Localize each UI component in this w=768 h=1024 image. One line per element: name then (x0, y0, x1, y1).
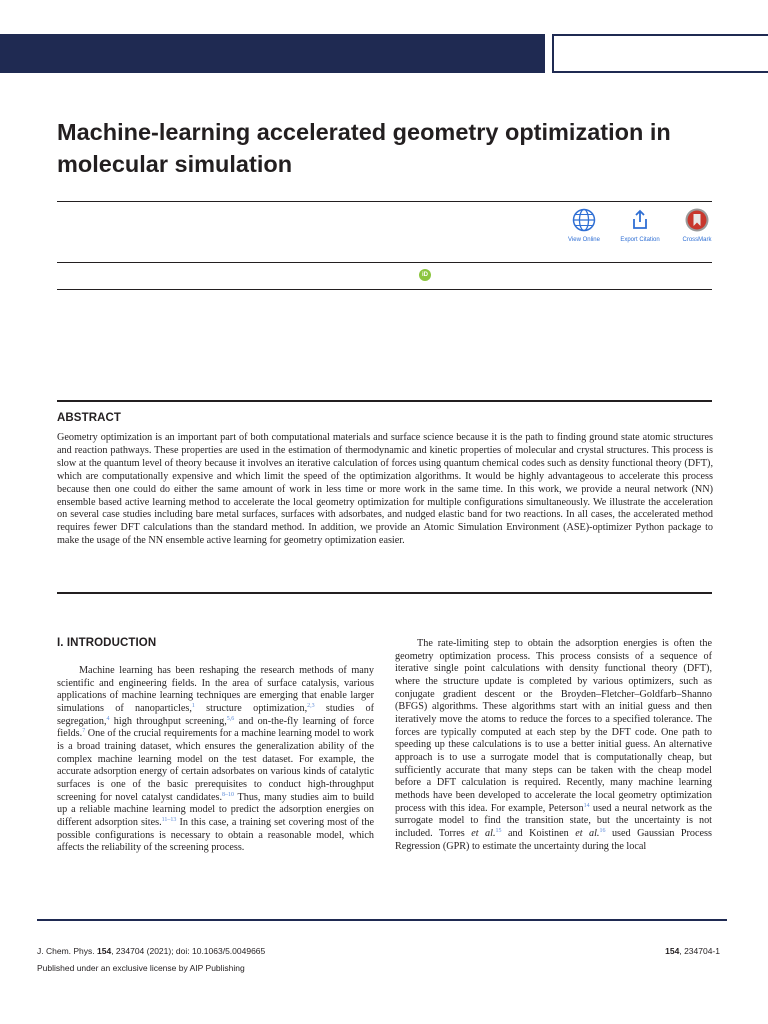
export-icon (628, 208, 652, 232)
orcid-icon[interactable]: iD (419, 269, 431, 281)
page-suffix: , 234704-1 (679, 946, 720, 956)
export-citation-button[interactable] (611, 208, 669, 243)
body-text: One of the crucial requirements for a machine learning model to work is a broad training dataset, which ensures the generalization ability of the complex machine learning model on the test dataset. For example, the accurate adsorption energy of certain adsorbates on various kinds of catalytic surfaces is one of the basic prerequisites to conduct high-throughput screening for novel catalyst candidates. (57, 728, 374, 803)
page-volume: 154 (665, 946, 680, 956)
globe-icon (572, 208, 596, 232)
journal-header-bar (0, 34, 545, 73)
citation-prefix: J. Chem. Phys. (37, 946, 97, 956)
body-text: used a neural network as the surrogate model to find the transition state, but the uncertainty is not included. Torres (395, 802, 712, 839)
footer-citation (37, 946, 265, 956)
reference-link[interactable]: 1 (191, 702, 195, 709)
view-online-label: View Online (568, 237, 600, 243)
reference-link[interactable]: 14 (583, 802, 590, 809)
crossmark-button[interactable] (668, 208, 726, 243)
reference-link[interactable]: 8–10 (222, 791, 234, 798)
body-text: used Gaussian Process Regression (GPR) to estimate the uncertainty during the local (395, 827, 712, 852)
body-text: Thus, many studies aim to build up a reliable machine learning model to predict the adsorption energies on different adsorption sites. (57, 791, 374, 828)
export-citation-label: Export Citation (620, 237, 660, 243)
body-text: and on-the-fly learning of force fields. (57, 715, 374, 740)
introduction-heading: I. INTRODUCTION (57, 637, 157, 649)
reference-link[interactable]: 7 (82, 728, 86, 735)
body-text: and Koistinen (501, 827, 576, 839)
view-online-button[interactable] (555, 208, 613, 243)
reference-link[interactable]: 2,3 (307, 702, 315, 709)
reference-link[interactable]: 5,6 (226, 715, 235, 722)
introduction-right-column (395, 638, 712, 853)
introduction-left-column (57, 665, 374, 855)
body-text: In this case, a training set covering most of the possible configurations is necessary to obtain a reasonable model, which affects the reliability of the screening process. (57, 816, 374, 854)
journal-header-box (552, 34, 768, 73)
footer-license: Published under an exclusive license by AIP Publishing (37, 963, 245, 973)
body-text: The rate-limiting step to obtain the adsorption energies is often the geometry optimization process. This process consists of a sequence of iterative single point calculations with density functional theory (DFT), where the structure update is completed by various optimizers, such as conjugate gradient descent or the Broyden–Fletcher–Goldfarb–Shanno (BFGS) algorithms. These algorithms start with an initial guess and then iteratively move the atoms to reduce the forces to a specified tolerance. The forces are typically computed at each step by the DFT code. One path to speeding up these calculations is to use a better initial guess. An alternative approach is to use a surrogate model that is computationally cheap, but sufficiently accurate that many steps can be taken with the cheap model before a DFT calculation is required. Recently, many machine learning methods have been developed to accelerate the local geometry optimization process with this idea. For example, Peterson (395, 638, 712, 814)
authors-divider-top (57, 262, 712, 263)
abstract-divider-bottom (57, 592, 712, 594)
citation-suffix: , 234704 (2021); doi: 10.1063/5.0049665 (111, 946, 266, 956)
body-text: studies of segregation, (57, 702, 374, 727)
page-number (665, 946, 720, 956)
crossmark-label: CrossMark (682, 237, 712, 243)
article-title: Machine-learning accelerated geometry optimization in molecular simulation (57, 119, 671, 177)
reference-link[interactable]: 16 (599, 827, 606, 834)
reference-link[interactable]: 15 (495, 827, 502, 834)
reference-link[interactable]: 11–13 (161, 816, 177, 823)
abstract-heading: ABSTRACT (57, 412, 122, 424)
title-divider (57, 201, 712, 202)
citation-volume: 154 (97, 946, 112, 956)
abstract-divider-top (57, 400, 712, 402)
abstract-text: Geometry optimization is an important part of both computational materials and surface science because it is the path to finding ground state atomic structures and reaction pathways. These properties are used in the estimation of thermodynamic and kinetic properties of molecular and crystal structures. This process is slow at the quantum level of theory because it involves an iterative calculation of forces using quantum chemical codes such as density functional theory (DFT), which are computationally expensive and which limit the speed of the optimization algorithms. It would be highly advantageous to accelerate this process because then one could do either the same amount of work in less time or more work in the same time. In this work, we provide a neural network (NN) ensemble based active learning method to accelerate the local geometry optimization for multiple configurations simultaneously. We illustrate the acceleration on several case studies including bare metal surfaces, surfaces with adsorbates, and nudged elastic band for two reactions. In all cases, the accelerated method requires fewer DFT calculations than the standard method. In addition, we provide an Atomic Simulation Environment (ASE)-optimizer Python package to make the usage of the NN ensemble active learning for geometry optimization easier. (57, 432, 713, 547)
footer-divider (37, 919, 727, 921)
body-text: structure optimization, (194, 702, 308, 714)
et-al-text: et al. (471, 827, 496, 839)
et-al-text: et al. (575, 827, 600, 839)
authors-divider-bottom (57, 289, 712, 290)
body-text: high throughput screening, (109, 715, 227, 727)
body-text: Machine learning has been reshaping the research methods of many scientific and engineering fields. In the area of surface catalysis, various applications of machine learning techniques are emerging that enable larger simulations of nanoparticles, (57, 665, 374, 714)
crossmark-icon (685, 208, 709, 232)
reference-link[interactable]: 4 (106, 715, 110, 722)
